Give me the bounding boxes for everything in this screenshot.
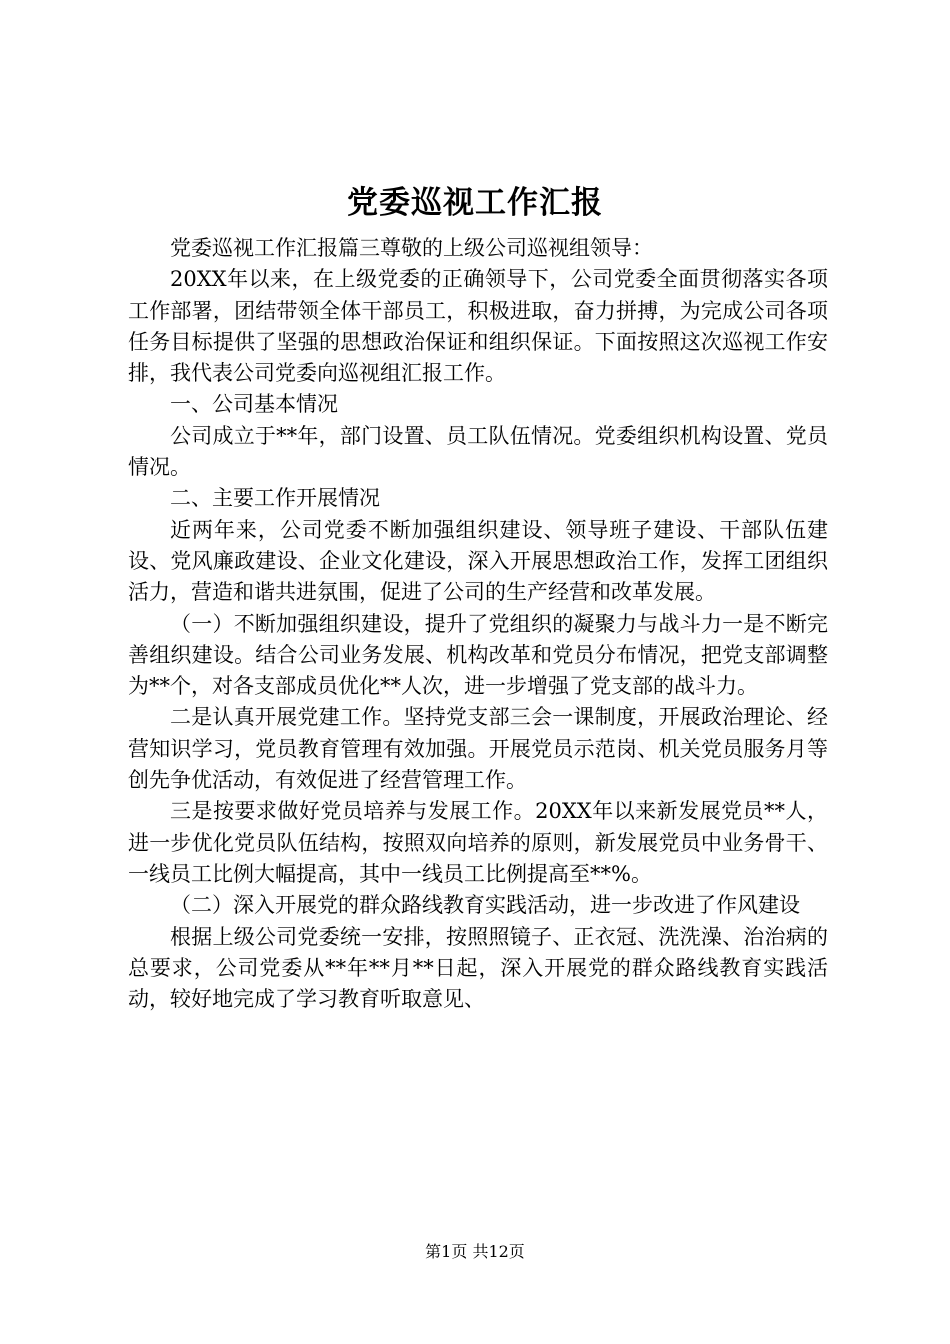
page-footer: 第1页 共12页 [425,1242,525,1261]
paragraph: （一）不断加强组织建设，提升了党组织的凝聚力与战斗力一是不断完善组织建设。结合公司业务发展、机构改革和党员分布情况，把党支部调整为**个，对各支部成员优化**人次，进一步增强了党支部的战斗力。 [128,611,828,699]
paragraph: 根据上级公司党委统一安排，按照照镜子、正衣冠、洗洗澡、治治病的总要求，公司党委从**年**月**日起，深入开展党的群众路线教育实践活动，较好地完成了学习教育听取意见、 [128,924,828,1012]
section-heading-1: 一、公司基本情况 [170,392,338,417]
paragraph: 三是按要求做好党员培养与发展工作。20XX年以来新发展党员**人，进一步优化党员队伍结构，按照双向培养的原则，新发展党员中业务骨干、一线员工比例大幅提高，其中一线员工比例提高至**%。 [128,799,828,886]
paragraph: 二是认真开展党建工作。坚持党支部三会一课制度，开展政治理论、经营知识学习，党员教育管理有效加强。开展党员示范岗、机关党员服务月等创先争优活动，有效促进了经营管理工作。 [128,705,828,793]
document-title: 党委巡视工作汇报 [347,185,603,221]
paragraph-salutation: 党委巡视工作汇报篇三尊敬的上级公司巡视组领导： [170,236,653,260]
paragraph: 公司成立于**年，部门设置、员工队伍情况。党委组织机构设置、党员情况。 [128,423,828,480]
section-heading-2: 二、主要工作开展情况 [170,486,380,511]
document-body [128,233,828,1015]
subsection-heading: （二）深入开展党的群众路线教育实践活动，进一步改进了作风建设 [170,893,800,918]
paragraph: 近两年来，公司党委不断加强组织建设、领导班子建设、干部队伍建设、党风廉政建设、企业文化建设，深入开展思想政治工作，发挥工团组织活力，营造和谐共进氛围，促进了公司的生产经营和改革发展。 [128,517,828,605]
paragraph-intro: 20XX年以来，在上级党委的正确领导下，公司党委全面贯彻落实各项工作部署，团结带领全体干部员工，积极进取，奋力拼搏，为完成公司各项任务目标提供了坚强的思想政治保证和组织保证。下面按照这次巡视工作安排，我代表公司党委向巡视组汇报工作。 [128,267,828,386]
